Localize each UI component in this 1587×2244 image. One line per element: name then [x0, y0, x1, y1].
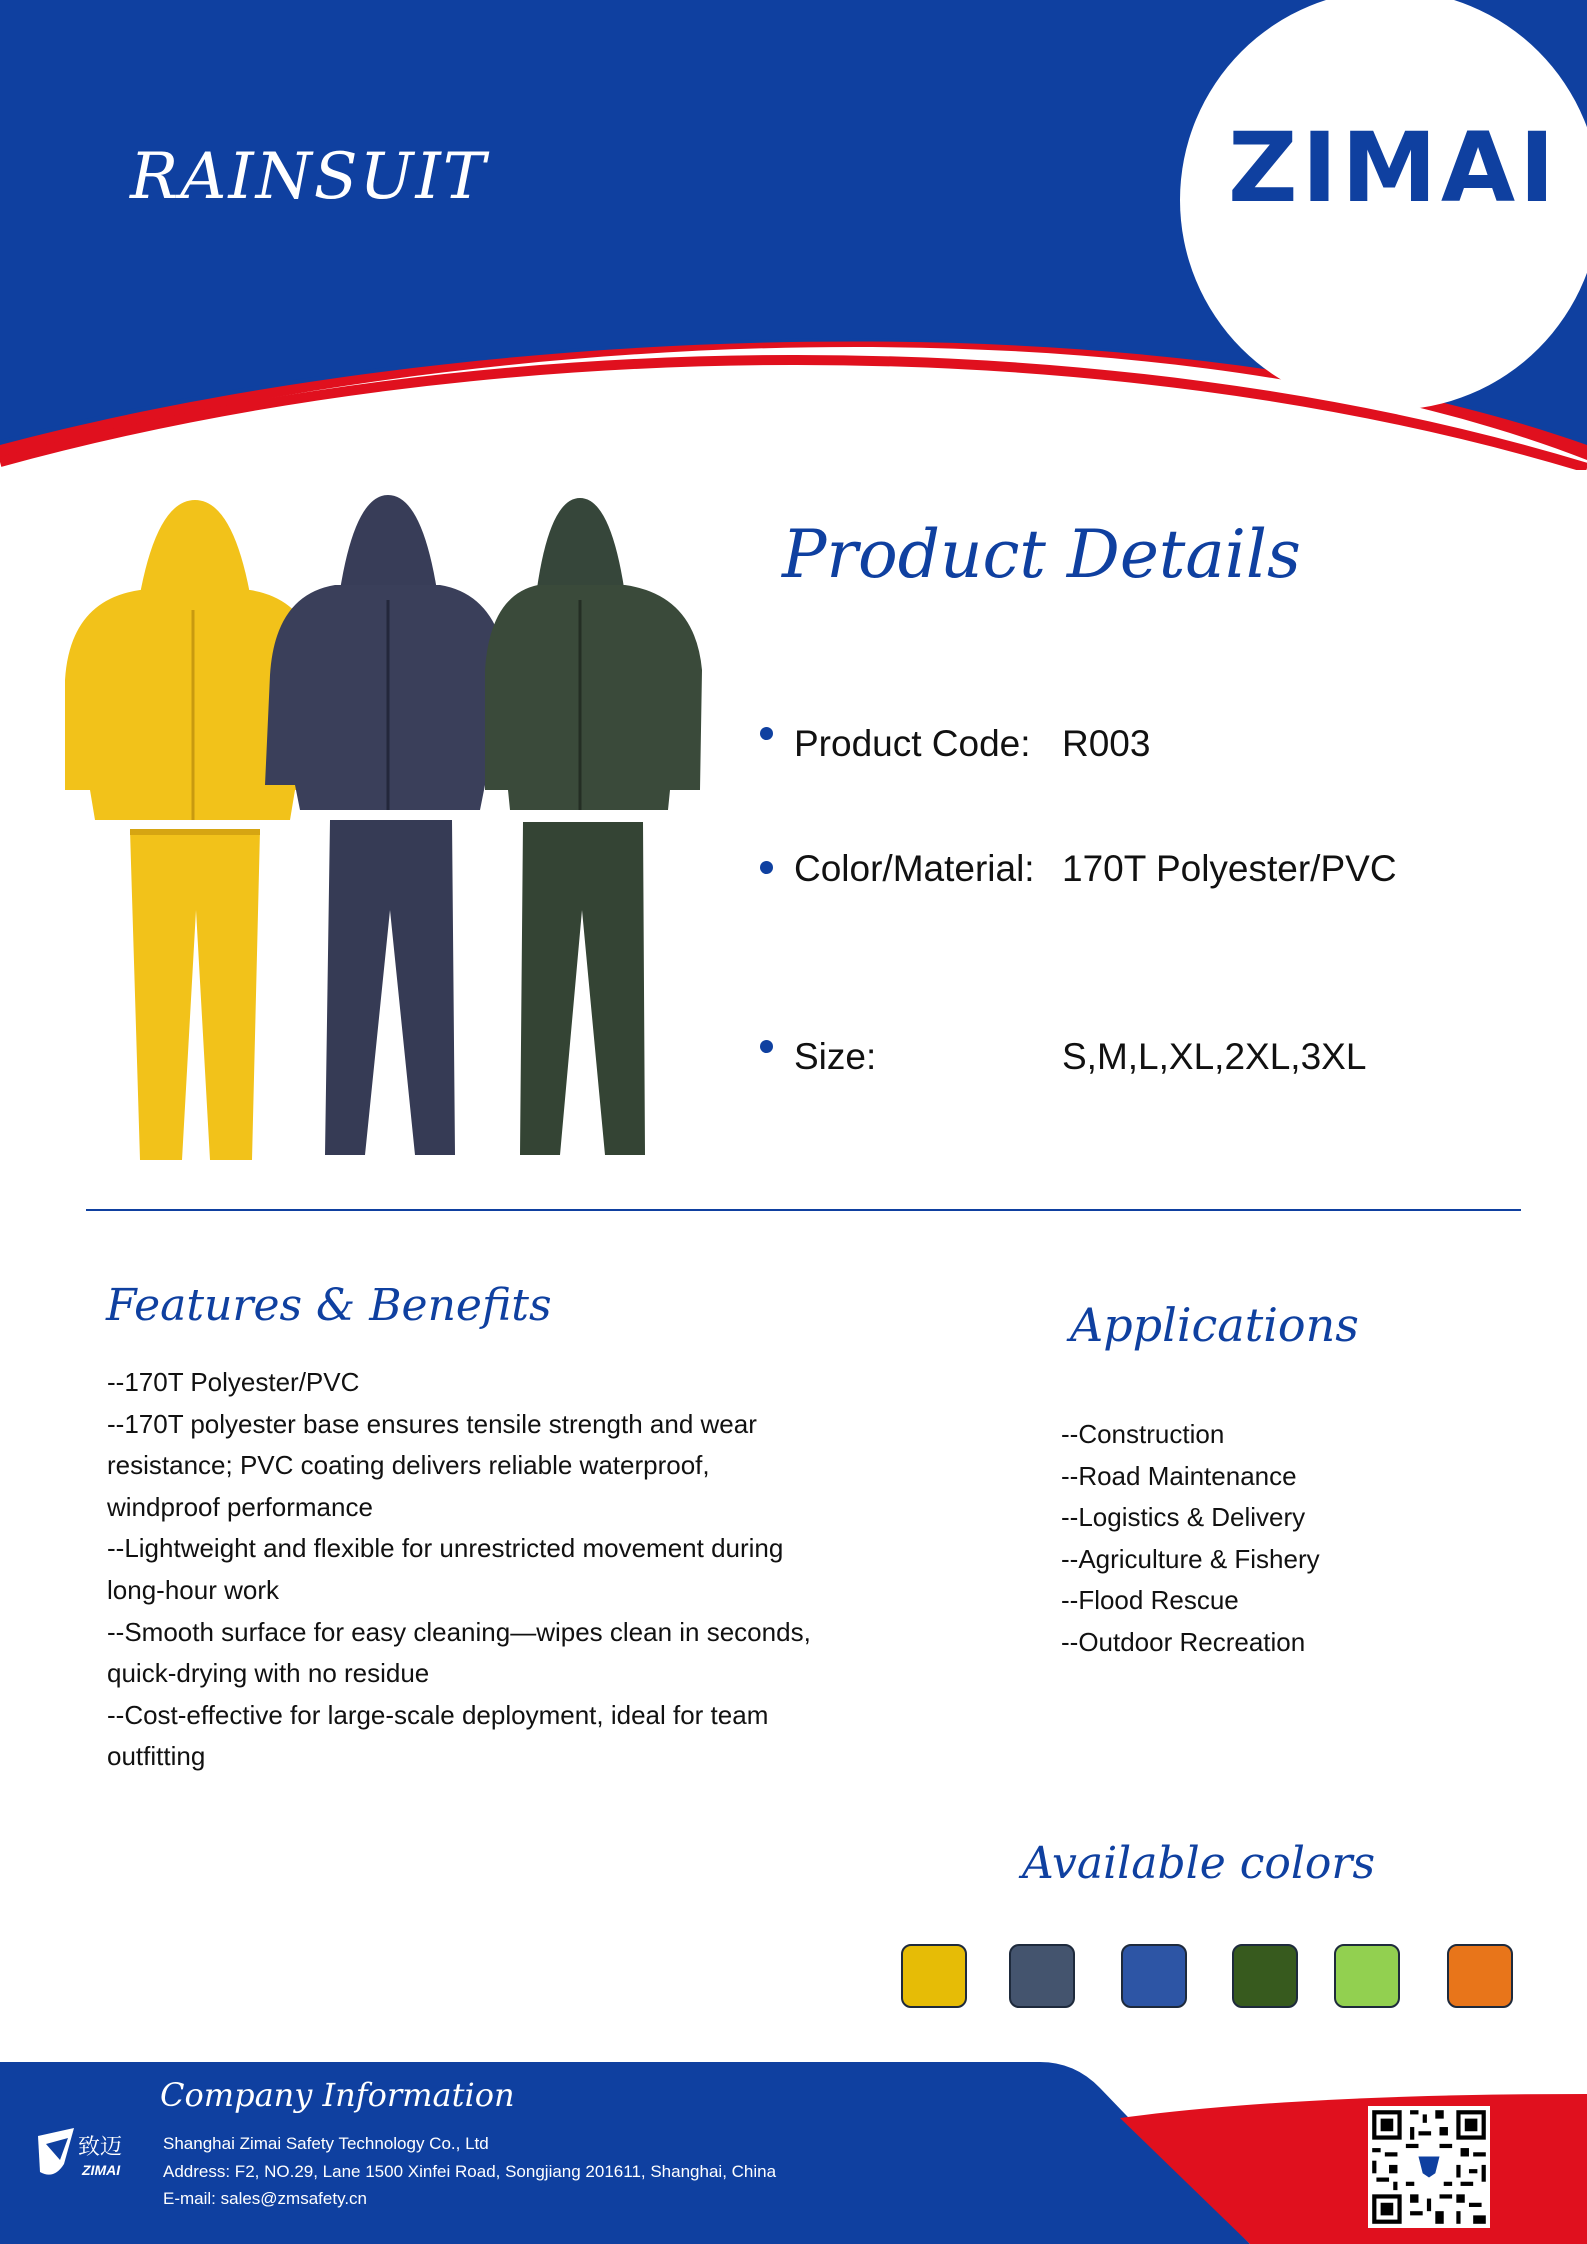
spec-label: Size: — [794, 1036, 877, 1077]
application-item: --Construction — [1061, 1419, 1225, 1449]
features-title: Features & Benefits — [106, 1280, 552, 1331]
application-item: --Agriculture & Fishery — [1061, 1543, 1320, 1574]
feature-line: long-hour work — [107, 1574, 279, 1605]
qr-code[interactable] — [1368, 2106, 1490, 2228]
spec-value: R003 — [1062, 723, 1151, 764]
applications-title: Applications — [1070, 1298, 1359, 1352]
green-rainsuit — [485, 498, 702, 1155]
company-email[interactable]: E-mail: sales@zmsafety.cn — [163, 2189, 367, 2208]
header-curve — [0, 0, 1587, 470]
color-swatch-blue — [1121, 1944, 1187, 2008]
application-item: --Flood Rescue — [1061, 1585, 1239, 1616]
feature-line: resistance; PVC coating delivers reliable waterproof, — [107, 1450, 710, 1481]
brand-logo: ZIMAI — [1228, 112, 1559, 224]
feature-line: --Cost-effective for large-scale deployment, ideal for team — [107, 1699, 769, 1730]
product-details-title: Product Details — [782, 516, 1301, 593]
section-divider — [86, 1209, 1521, 1211]
navy-rainsuit — [265, 495, 512, 1155]
color-swatch-light-green — [1334, 1944, 1400, 2008]
feature-line: --170T polyester base ensures tensile strength and wear — [107, 1408, 757, 1439]
product-image — [60, 490, 710, 1170]
footer-logo-cn: 致迈 — [78, 2135, 123, 2160]
feature-line: --Smooth surface for easy cleaning—wipes clean in seconds, — [107, 1616, 811, 1647]
color-swatch-yellow — [901, 1944, 967, 2008]
application-item: --Logistics & Delivery — [1061, 1502, 1306, 1533]
color-swatch-dark-green — [1232, 1944, 1298, 2008]
bullet-icon — [760, 727, 773, 740]
feature-line: --Lightweight and flexible for unrestricted movement during — [107, 1533, 784, 1564]
page-title: RAINSUIT — [130, 140, 488, 214]
features-text — [107, 1362, 877, 1778]
feature-line: windproof performance — [107, 1491, 373, 1522]
company-address: Address: F2, NO.29, Lane 1500 Xinfei Road, Songjiang 201611, Shanghai, China — [163, 2161, 777, 2181]
yellow-rainsuit — [65, 500, 322, 1160]
spec-value: S,M,L,XL,2XL,3XL — [1062, 1036, 1367, 1077]
company-info-text — [163, 2130, 776, 2213]
available-colors-title: Available colors — [1022, 1838, 1376, 1889]
spec-label: Color/Material: — [794, 848, 1035, 889]
application-item: --Outdoor Recreation — [1061, 1626, 1306, 1657]
feature-line: quick-drying with no residue — [107, 1658, 430, 1689]
color-swatch-slate — [1009, 1944, 1075, 2008]
feature-line: --170T Polyester/PVC — [107, 1367, 360, 1397]
bullet-icon — [760, 861, 773, 874]
feature-line: outfitting — [107, 1741, 206, 1772]
color-swatch-orange — [1447, 1944, 1513, 2008]
bullet-icon — [760, 1040, 773, 1053]
spec-value: 170T Polyester/PVC — [1062, 848, 1397, 889]
application-item: --Road Maintenance — [1061, 1460, 1297, 1491]
company-name: Shanghai Zimai Safety Technology Co., Ltd — [163, 2134, 489, 2153]
company-info-title: Company Information — [160, 2076, 515, 2114]
spec-label: Product Code: — [794, 723, 1031, 764]
footer-logo — [34, 2124, 144, 2184]
applications-list — [1061, 1414, 1320, 1664]
footer-logo-en: ZIMAI — [82, 2162, 121, 2178]
qr-code-icon — [1368, 2106, 1490, 2228]
